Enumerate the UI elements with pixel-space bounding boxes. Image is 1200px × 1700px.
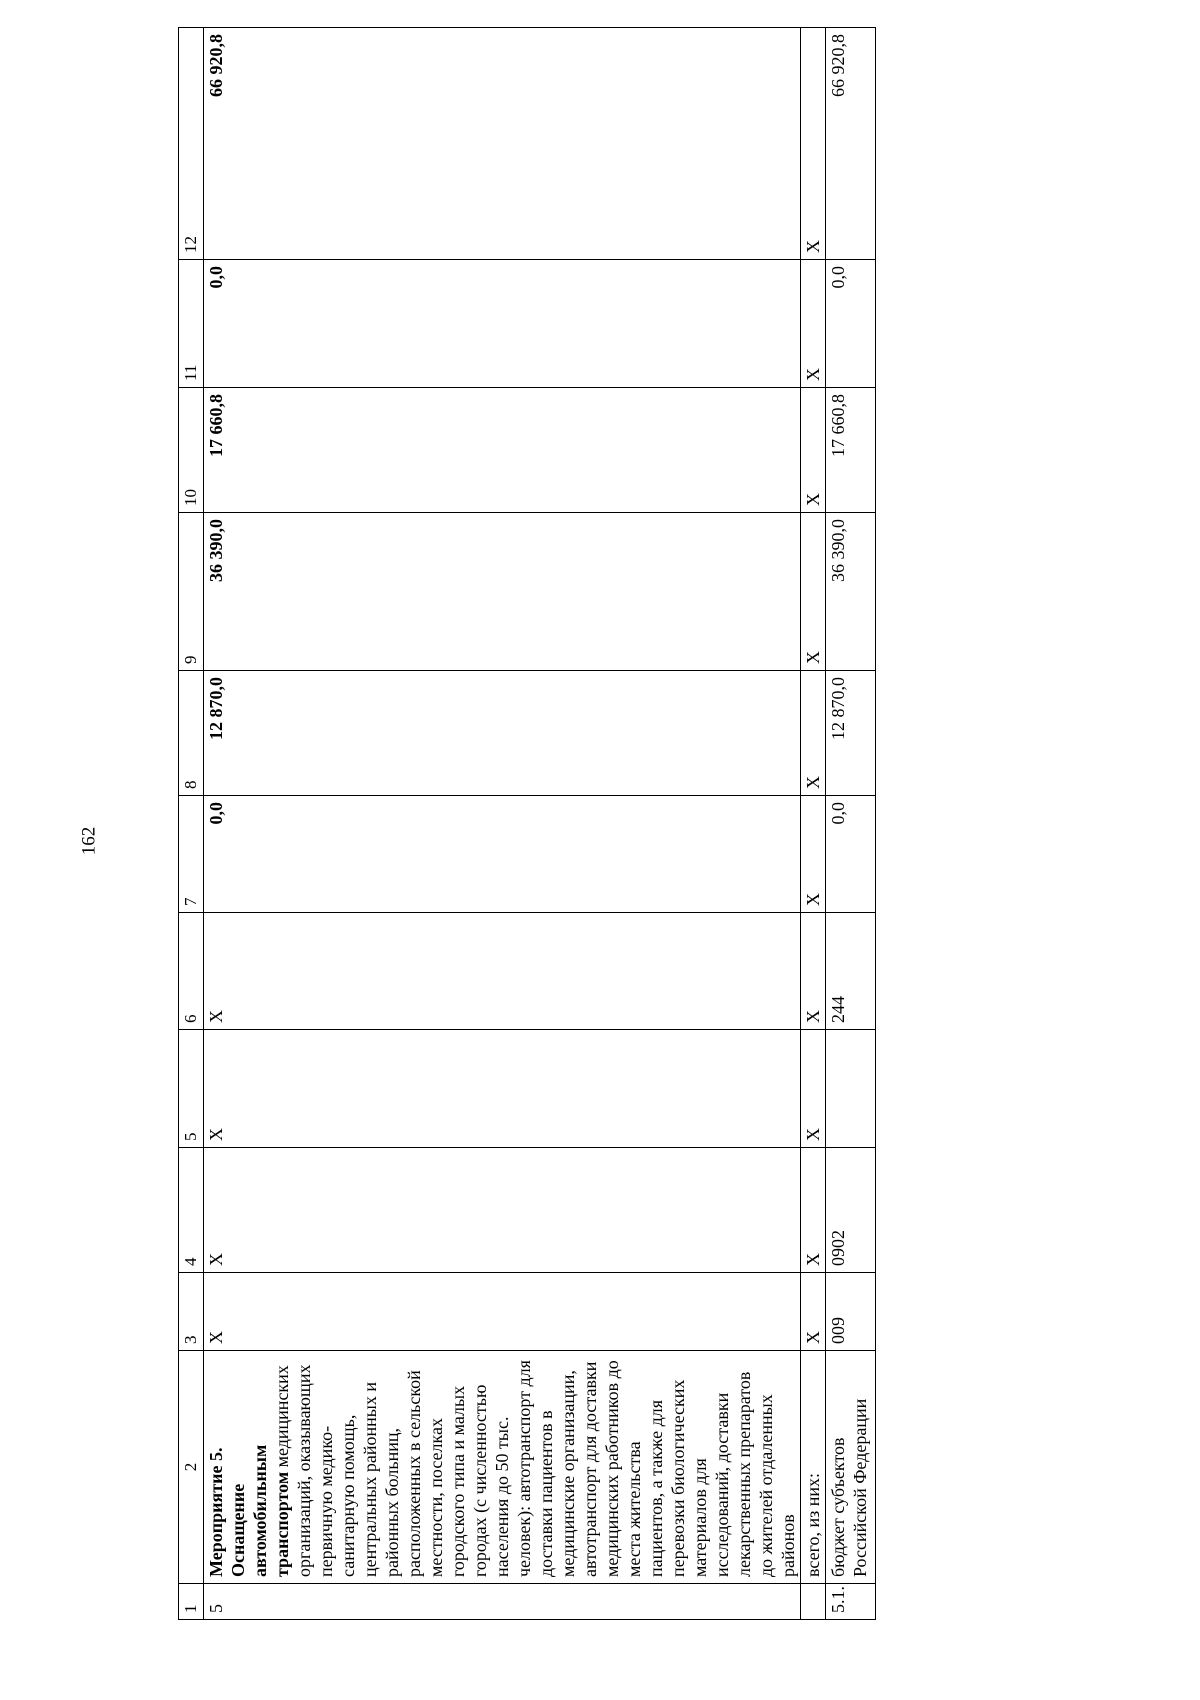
total-row [801, 28, 826, 1620]
measure-bold-part: Оснащение автомобильным транспортом [228, 1444, 292, 1577]
cell-col12: X [801, 28, 826, 260]
cell-col9: 36 390,0 [826, 513, 876, 671]
header-cell: 2 [179, 1351, 204, 1584]
cell-col10: X [801, 388, 826, 513]
cell-col7: 0,0 [826, 796, 876, 913]
header-cell: 6 [179, 913, 204, 1030]
header-cell: 8 [179, 671, 204, 796]
header-cell: 1 [179, 1584, 204, 1620]
measure-description-text: медицинских организаций, оказывающих первичную медико-санитарную помощь, центральных районных и районных больниц, расположенных в сельской местности, поселках городского типа и малых городах (с численностью населения до 50 тыс. человек): автотранспорт для доставки пациентов в медицинские организации, автотранспорт для доставки медицинских работников до места жительства пациентов, а также для перевозки биологических материалов для исследований, доставки лекарственных препаратов до жителей отдаленных районов [272, 1360, 798, 1577]
measure-description [204, 1351, 801, 1584]
cell-col4: X [801, 1148, 826, 1273]
total-index [801, 1584, 826, 1620]
cell-col8: 12 870,0 [826, 671, 876, 796]
cell-col3: X [801, 1273, 826, 1351]
total-label: всего, из них: [801, 1351, 826, 1584]
page-number: 162 [78, 826, 100, 856]
cell-col5 [826, 1030, 876, 1148]
cell-col4: X [204, 1148, 801, 1273]
cell-col11: X [801, 260, 826, 388]
cell-col11: 0,0 [204, 260, 801, 388]
cell-col6: 244 [826, 913, 876, 1030]
measure-row [204, 28, 801, 1620]
cell-col7: 0,0 [204, 796, 801, 913]
cell-col9: X [801, 513, 826, 671]
cell-col12: 66 920,8 [826, 28, 876, 260]
cell-col3: X [204, 1273, 801, 1351]
rotated-table-container [178, 34, 898, 1620]
measure-index: 5 [204, 1584, 801, 1620]
header-row [179, 28, 204, 1620]
header-cell: 7 [179, 796, 204, 913]
header-cell: 4 [179, 1148, 204, 1273]
cell-col5: X [204, 1030, 801, 1148]
cell-col5: X [801, 1030, 826, 1148]
sub-index: 5.1. [826, 1584, 876, 1620]
measure-title: Мероприятие 5. [206, 1447, 226, 1577]
cell-col8: 12 870,0 [204, 671, 801, 796]
cell-col9: 36 390,0 [204, 513, 801, 671]
cell-col7: X [801, 796, 826, 913]
cell-col6: X [801, 913, 826, 1030]
sub-label: бюджет субъектов Российской Федерации [826, 1351, 876, 1584]
cell-col4: 0902 [826, 1148, 876, 1273]
cell-col6: X [204, 913, 801, 1030]
budget-table [178, 27, 876, 1620]
header-cell: 12 [179, 28, 204, 260]
header-cell: 5 [179, 1030, 204, 1148]
sub-row [826, 28, 876, 1620]
header-cell: 3 [179, 1273, 204, 1351]
cell-col11: 0,0 [826, 260, 876, 388]
cell-col10: 17 660,8 [204, 388, 801, 513]
header-cell: 11 [179, 260, 204, 388]
header-cell: 10 [179, 388, 204, 513]
cell-col12: 66 920,8 [204, 28, 801, 260]
header-cell: 9 [179, 513, 204, 671]
cell-col8: X [801, 671, 826, 796]
cell-col10: 17 660,8 [826, 388, 876, 513]
cell-col3: 009 [826, 1273, 876, 1351]
